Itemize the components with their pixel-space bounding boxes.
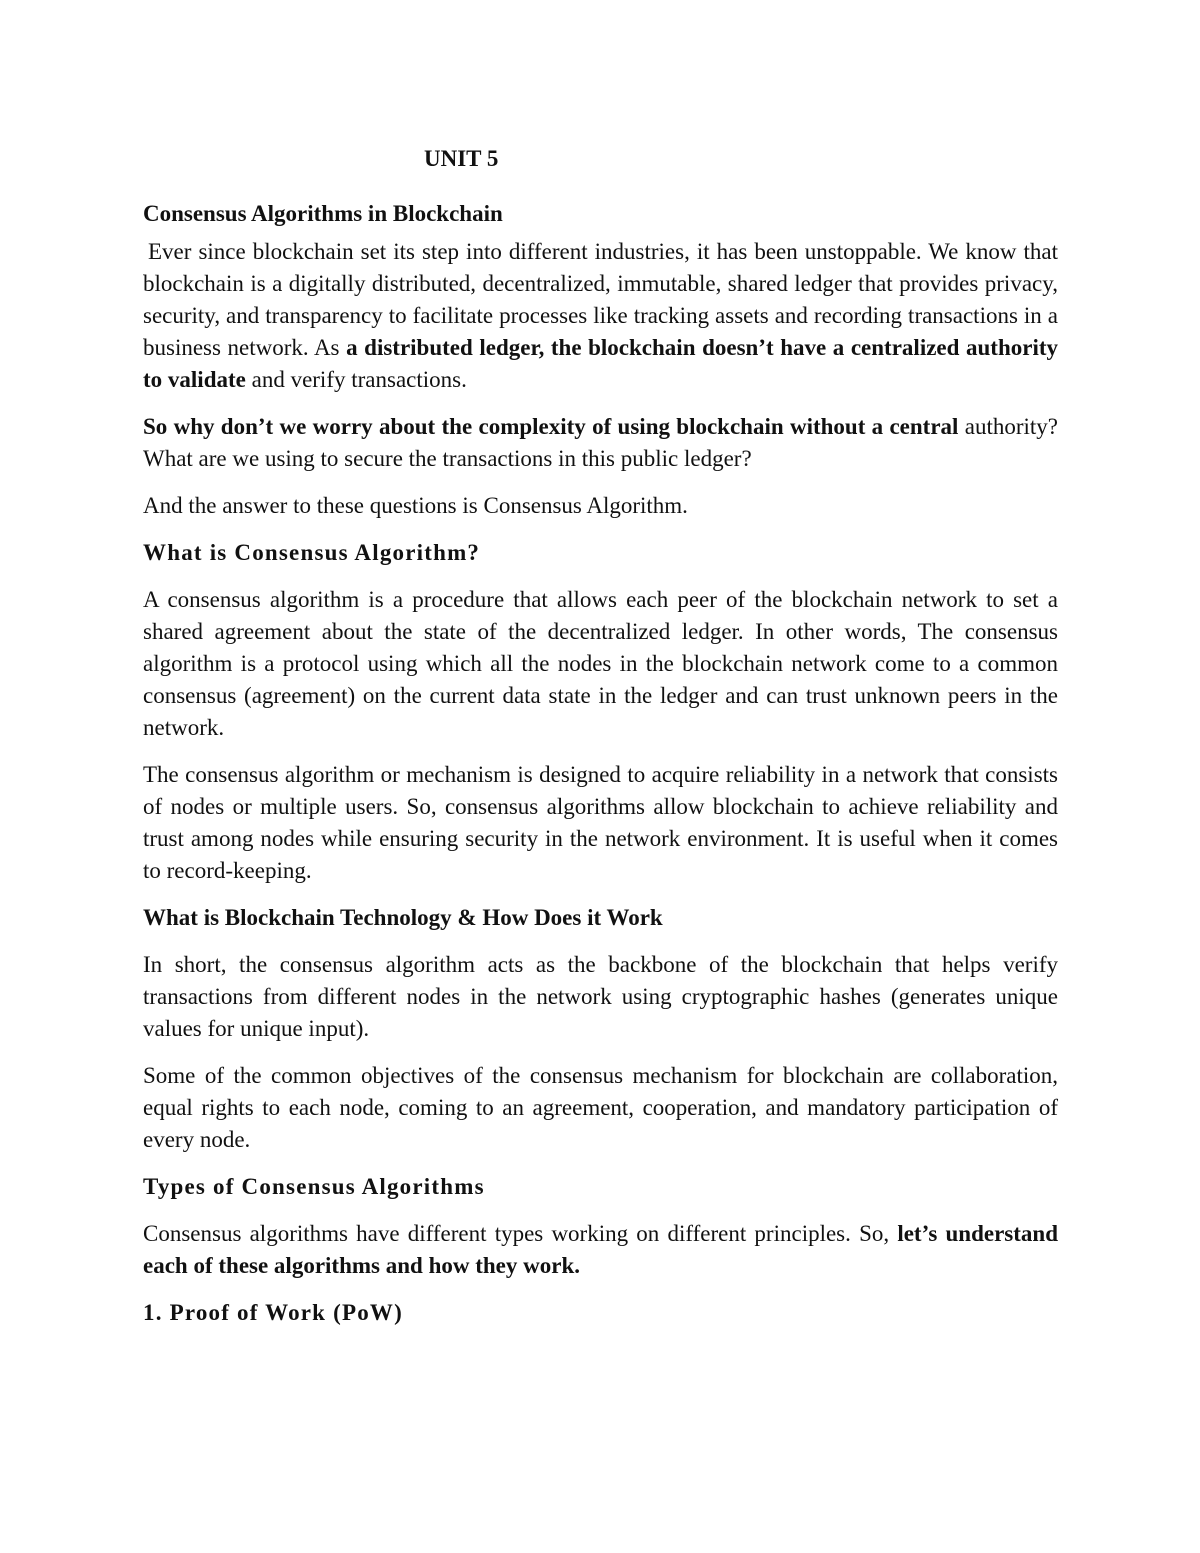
backbone-paragraph: In short, the consensus algorithm acts as the backbone of the blockchain that helps verify transactions from different nodes in the network using cryptographic hashes (generates unique values for unique input). xyxy=(143,952,1058,1041)
unit-title: UNIT 5 xyxy=(424,146,499,171)
heading-what-is-consensus: What is Consensus Algorithm? xyxy=(143,540,481,565)
heading-proof-of-work: 1. Proof of Work (PoW) xyxy=(143,1300,403,1325)
intro-bold-text: a distributed ledger, the blockchain doesn’t have a centralized authority to validate xyxy=(143,335,1058,392)
question-paragraph xyxy=(143,411,1058,475)
types-paragraph xyxy=(143,1218,1058,1282)
reliability-paragraph: The consensus algorithm or mechanism is designed to acquire reliability in a network that consists of nodes or multiple users. So, consensus algorithms allow blockchain to achieve reliability and trust among nodes while ensuring security in the network environment. It is useful when it comes to record-keeping. xyxy=(143,762,1058,883)
heading-types-of-consensus: Types of Consensus Algorithms xyxy=(143,1174,485,1199)
intro-text: Ever since blockchain set its step into different industries, it has been unstoppable. We know that blockchain is a digitally distributed, decentralized, immutable, shared ledger that provides privacy, security, and transparency to facilitate processes like tracking assets and recording transactions in a business network. As xyxy=(143,239,1058,360)
definition-paragraph: A consensus algorithm is a procedure that allows each peer of the blockchain network to set a shared agreement about the state of the decentralized ledger. In other words, The consensus algorithm is a protocol using which all the nodes in the blockchain network come to a common consensus (agreement) on the current data state in the ledger and can trust unknown peers in the network. xyxy=(143,587,1058,740)
answer-paragraph: And the answer to these questions is Consensus Algorithm. xyxy=(143,493,688,518)
heading-blockchain-technology: What is Blockchain Technology & How Does it Work xyxy=(143,905,663,930)
objectives-paragraph: Some of the common objectives of the consensus mechanism for blockchain are collaboration, equal rights to each node, coming to an agreement, cooperation, and mandatory participation of every node. xyxy=(143,1063,1058,1152)
intro-paragraph xyxy=(143,236,1058,396)
document-content xyxy=(143,143,1058,1344)
intro-end-text: and verify transactions. xyxy=(245,367,467,392)
document-title: Consensus Algorithms in Blockchain xyxy=(143,201,503,226)
types-text: Consensus algorithms have different types working on different principles. So, xyxy=(143,1221,898,1246)
question-bold-text: So why don’t we worry about the complexity of using blockchain without a central xyxy=(143,414,959,439)
types-bold-text: let’s understand each of these algorithms and how they work. xyxy=(143,1221,1058,1278)
question-rest-text: authority? What are we using to secure the transactions in this public ledger? xyxy=(143,414,1058,471)
